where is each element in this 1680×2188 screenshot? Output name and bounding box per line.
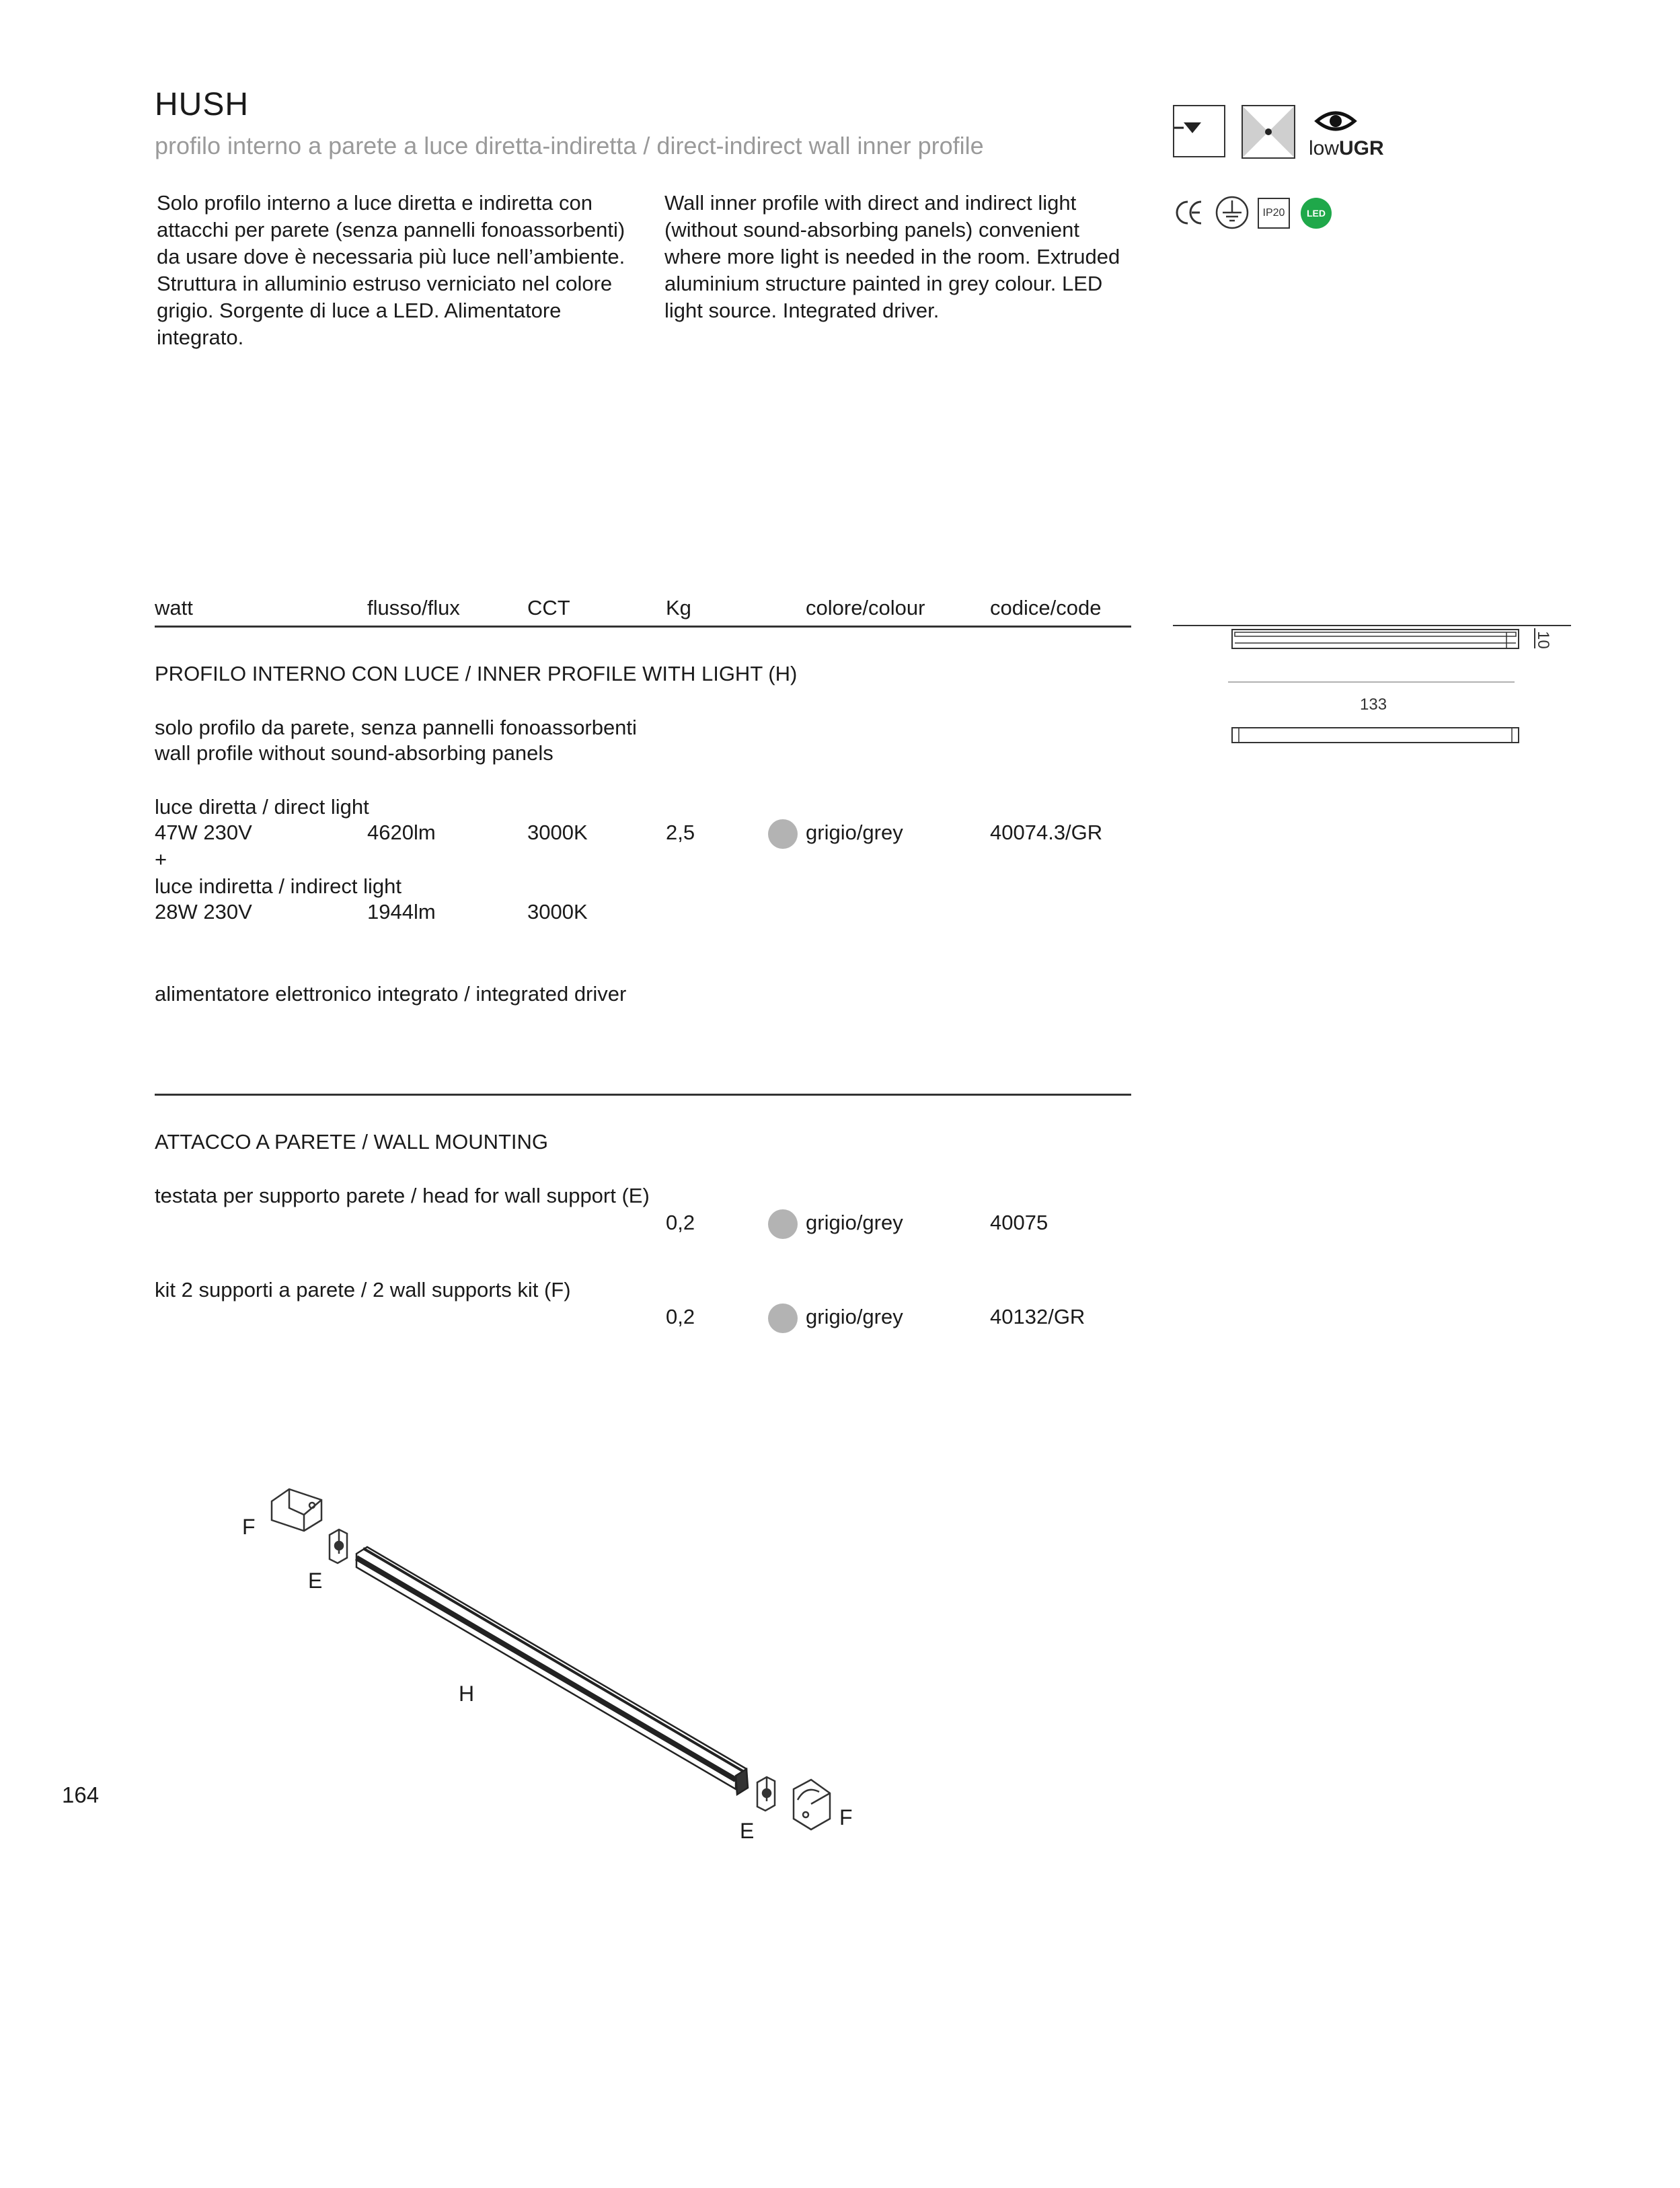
label-f-top: F xyxy=(242,1515,256,1539)
head-support-colour: grigio/grey xyxy=(806,1211,903,1234)
profile-note-en: wall profile without sound-absorbing panels xyxy=(155,741,553,765)
section-mounting-title: ATTACCO A PARETE / WALL MOUNTING xyxy=(155,1130,549,1154)
description-italian: Solo profilo interno a luce diretta e indiretta con attacchi per parete (senza pannelli fonoassorbenti) da usare dove è necessaria più luce nell’ambiente. Struttura in alluminio estruso verniciato nel colore grigio. Sorgente di luce a LED. Alimentatore integrato. xyxy=(157,191,625,349)
direct-flux: 4620lm xyxy=(367,821,436,844)
wall-support-kit-colour: grigio/grey xyxy=(806,1305,903,1328)
colour-swatch xyxy=(768,1304,798,1333)
indirect-cct: 3000K xyxy=(527,900,588,923)
earth-ground-icon xyxy=(1215,195,1250,230)
inner-profile-bar xyxy=(356,1547,748,1795)
head-support-part xyxy=(757,1777,775,1811)
header-kg: Kg xyxy=(666,596,691,619)
head-support-label: testata per supporto parete / head for wall support (E) xyxy=(155,1184,650,1207)
label-e-top: E xyxy=(308,1569,323,1593)
product-subtitle: profilo interno a parete a luce diretta-indiretta / direct-indirect wall inner profile xyxy=(155,132,984,159)
eye-icon xyxy=(1314,108,1357,135)
direct-code: 40074.3/GR xyxy=(990,821,1103,844)
label-f-bottom: F xyxy=(839,1805,853,1829)
ip20-badge: IP20 xyxy=(1258,198,1290,229)
wall-support-bracket xyxy=(272,1489,321,1531)
dimension-height: 10 xyxy=(1534,631,1552,649)
page-number: 164 xyxy=(62,1782,100,1807)
header-watt: watt xyxy=(155,596,193,619)
colour-swatch xyxy=(768,819,798,849)
dimension-drawing xyxy=(1170,619,1587,753)
direct-watt: 47W 230V xyxy=(155,821,252,844)
wall-support-kit-code: 40132/GR xyxy=(990,1305,1085,1328)
header-code: codice/code xyxy=(990,596,1102,619)
dimension-length: 133 xyxy=(1360,695,1387,714)
indirect-flux: 1944lm xyxy=(367,900,436,923)
downlight-icon xyxy=(1173,105,1225,157)
description-english: Wall inner profile with direct and indirect light (without sound-absorbing panels) convenient where more light is needed in the room. Extruded aluminium structure painted in grey colour. LED light source. Integrated driver. xyxy=(664,191,1120,322)
driver-note: alimentatore elettronico integrato / integrated driver xyxy=(155,982,627,1006)
led-badge: LED xyxy=(1301,198,1332,229)
header-flux: flusso/flux xyxy=(367,596,460,619)
section-divider xyxy=(155,1094,1131,1096)
wall-support-bracket xyxy=(794,1780,830,1829)
header-divider xyxy=(155,626,1131,628)
ce-mark-icon xyxy=(1173,196,1205,229)
low-ugr-badge xyxy=(1309,108,1396,161)
label-e-bottom: E xyxy=(740,1819,755,1843)
direct-light-label: luce diretta / direct light xyxy=(155,795,369,819)
plus-sign: + xyxy=(155,847,167,871)
section-profile-title: PROFILO INTERNO CON LUCE / INNER PROFILE WITH LIGHT (H) xyxy=(155,662,798,685)
profile-note-it: solo profilo da parete, senza pannelli fonoassorbenti xyxy=(155,716,637,739)
indirect-light-label: luce indiretta / indirect light xyxy=(155,874,402,898)
wall-support-kit-kg: 0,2 xyxy=(666,1305,695,1328)
head-support-kg: 0,2 xyxy=(666,1211,695,1234)
label-h: H xyxy=(459,1682,475,1706)
head-support-part xyxy=(330,1530,347,1563)
direct-kg: 2,5 xyxy=(666,821,695,844)
product-title: HUSH xyxy=(155,87,250,122)
low-ugr-strong: UGR xyxy=(1339,137,1384,159)
indirect-watt: 28W 230V xyxy=(155,900,252,923)
head-support-code: 40075 xyxy=(990,1211,1048,1234)
light-distribution-icon xyxy=(1242,105,1295,159)
header-colour: colore/colour xyxy=(806,596,925,619)
wall-support-kit-label: kit 2 supporti a parete / 2 wall supports kit (F) xyxy=(155,1278,571,1302)
exploded-view-illustration xyxy=(256,1473,861,1863)
low-ugr-prefix: low xyxy=(1309,137,1340,159)
direct-cct: 3000K xyxy=(527,821,588,844)
header-cct: CCT xyxy=(527,596,570,619)
colour-swatch xyxy=(768,1209,798,1239)
direct-colour: grigio/grey xyxy=(806,821,903,844)
